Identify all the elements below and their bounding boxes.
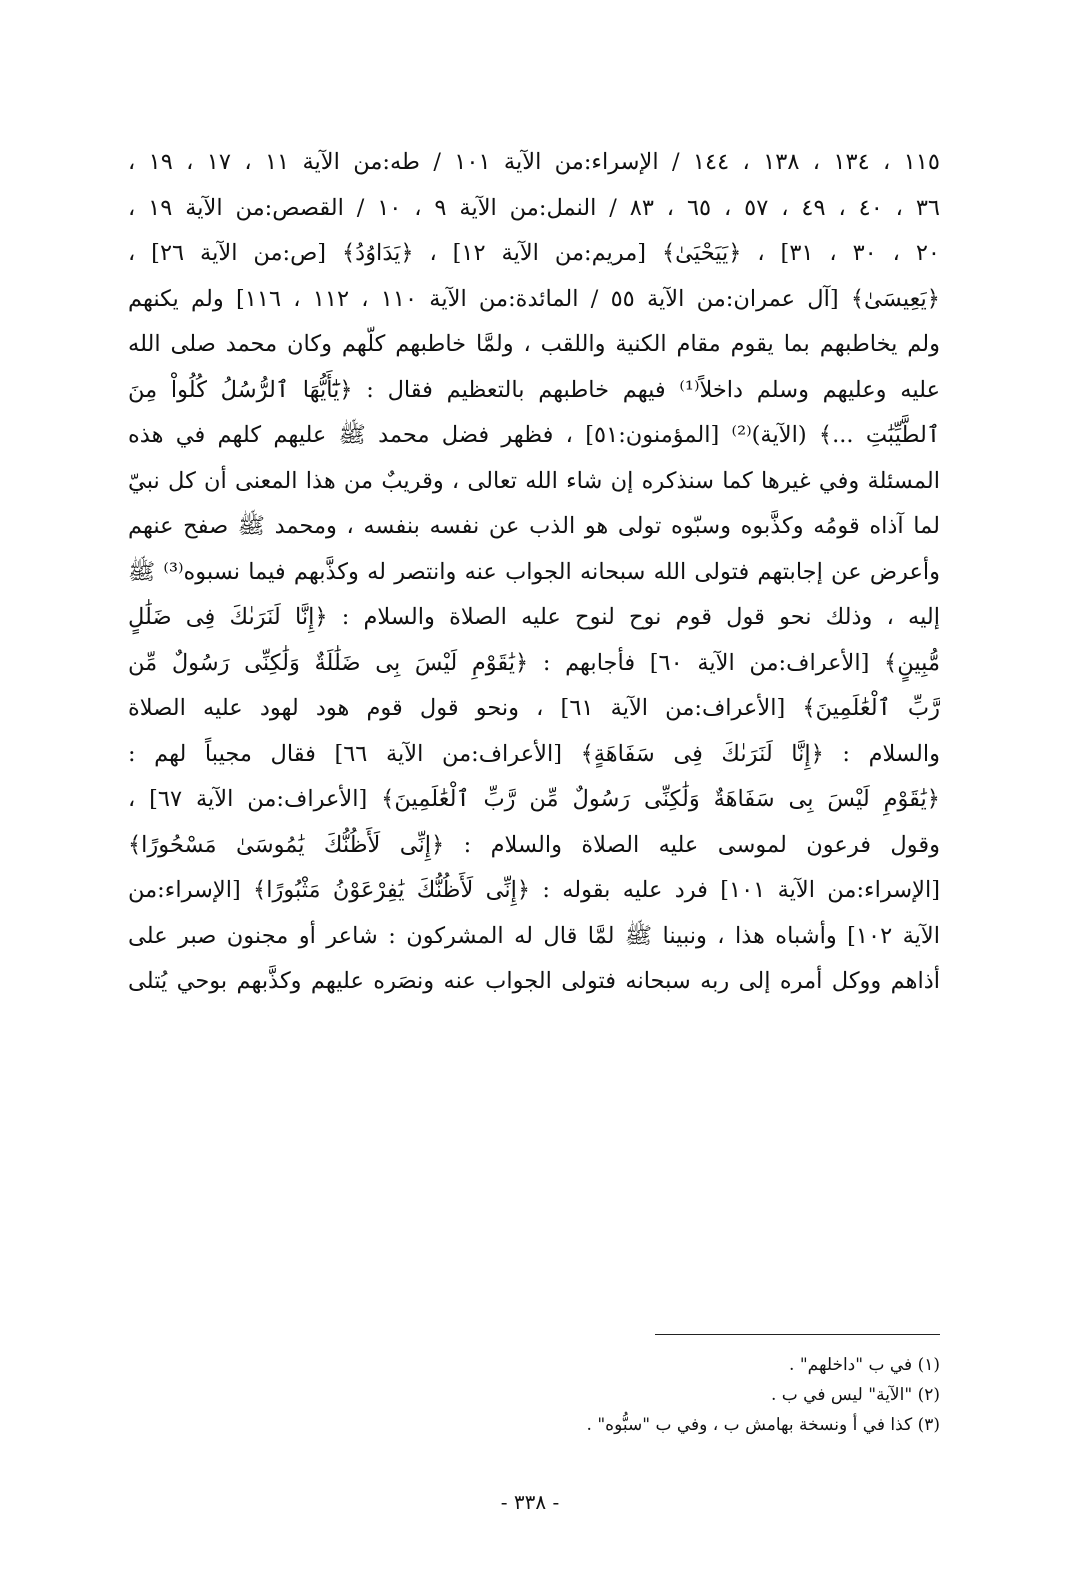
text-line-13: رَّبِّ ٱلْعَٰلَمِينَ﴾ [الأعراف:من الآية ٦١] ، ونحو قول قوم هود لهود عليه الصلاة xyxy=(128,695,940,721)
text-line-19: أذاهم ووكل أمره إلى ربه سبحانه فتولى الجواب عنه ونصَره عليهم وكذَّبهم بوحي يُتلى xyxy=(128,968,940,994)
text-line-17: [الإسراء:من الآية ١٠١] فرد عليه بقوله : ﴿إِنِّى لَأَظُنُّكَ يَٰفِرْعَوْنُ مَثْبُورًا﴾ [الإسراء:من xyxy=(128,877,940,903)
text-line-9: لما آذاه قومُه وكذَّبوه وسبّوه تولى هو الذب عن نفسه بنفسه ، ومحمد ﷺ صفح عنهم xyxy=(128,513,940,539)
text-line-1: ١١٥ ، ١٣٤ ، ١٣٨ ، ١٤٤ / الإسراء:من الآية ١٠١ / طه:من الآية ١١ ، ١٧ ، ١٩ ، xyxy=(128,149,940,175)
text-line-11: إليه ، وذلك نحو قول قوم نوح لنوح عليه الصلاة والسلام : ﴿إِنَّا لَنَرَىٰكَ فِى ضَلَٰلٍ xyxy=(128,604,940,630)
text-line-5: ولم يخاطبهم بما يقوم مقام الكنية واللقب ، ولمَّا خاطبهم كلّهم وكان محمد صلى الله xyxy=(128,331,940,357)
text-line-8: المسئلة وفي غيرها كما سنذكره إن شاء الله تعالى ، وقريبٌ من هذا المعنى أن كل نبيّ xyxy=(128,467,940,494)
text-line-4: ﴿يَعِيسَىٰ﴾ [آل عمران:من الآية ٥٥ / المائدة:من الآية ١١٠ ، ١١٢ ، ١١٦] ولم يكنهم xyxy=(128,285,940,312)
text-line-16: وقول فرعون لموسى عليه الصلاة والسلام : ﴿إِنِّى لَأَظُنُّكَ يَٰمُوسَىٰ مَسْحُورًا﴾ xyxy=(128,831,940,858)
text-line-18: الآية ١٠٢] وأشباه هذا ، ونبينا ﷺ لمَّا قال له المشركون : شاعر أو مجنون صبر على xyxy=(128,922,940,949)
text-line-14: والسلام : ﴿إِنَّا لَنَرَىٰكَ فِى سَفَاهَةٍ﴾ [الأعراف:من الآية ٦٦] فقال مجيباً لهم : xyxy=(128,740,940,767)
text-line-10: وأعرض عن إجابتهم فتولى الله سبحانه الجواب عنه وانتصر له وكذَّبهم فيما نسبوه⁽³⁾ ﷺ xyxy=(128,558,940,585)
main-text-block xyxy=(128,140,940,1005)
footnote-2: (٢) "الآية" ليس في ب . xyxy=(770,1385,940,1405)
text-line-6: عليه وعليهم وسلم داخلاً⁽¹⁾ فيهم خاطبهم بالتعظيم فقال : ﴿يَٰٓأَيُّهَا ٱلرُّسُلُ كُلُواْ مِنَ xyxy=(128,376,940,403)
footnote-1: (١) في ب "داخلهم" . xyxy=(789,1355,940,1375)
page-number: - ٣٣٨ - xyxy=(500,1490,560,1514)
text-line-15: ﴿يَٰقَوْمِ لَيْسَ بِى سَفَاهَةٌ وَلَٰكِنِّى رَسُولٌ مِّن رَّبِّ ٱلْعَٰلَمِينَ﴾ [الأعراف:من الآية ٦٧] ، xyxy=(128,786,940,812)
text-line-3: ٢٠ ، ٣٠ ، ٣١] ، ﴿يَيَحْيَىٰ﴾ [مريم:من الآية ١٢] ، ﴿يَدَاوُدُ﴾ [ص:من الآية ٢٦] ، xyxy=(128,240,940,266)
footnotes xyxy=(300,1350,940,1440)
text-line-12: مُّبِينٍ﴾ [الأعراف:من الآية ٦٠] فأجابهم : ﴿يَٰقَوْمِ لَيْسَ بِى ضَلَٰلَةٌ وَلَٰكِنِّى رَسُولٌ مِّن xyxy=(128,649,940,676)
footnote-3: (٣) كذا في أ ونسخة بهامش ب ، وفي ب "سبُّوه" . xyxy=(586,1415,940,1435)
text-line-7: ٱلطَّيِّبَٰتِ ...﴾ (الآية)⁽²⁾ [المؤمنون:٥١] ، فظهر فضل محمد ﷺ عليهم كلهم في هذه xyxy=(128,422,940,448)
text-line-2: ٣٦ ، ٤٠ ، ٤٩ ، ٥٧ ، ٦٥ ، ٨٣ / النمل:من الآية ٩ ، ١٠ / القصص:من الآية ١٩ ، xyxy=(128,194,940,221)
footnote-separator xyxy=(655,1334,940,1335)
